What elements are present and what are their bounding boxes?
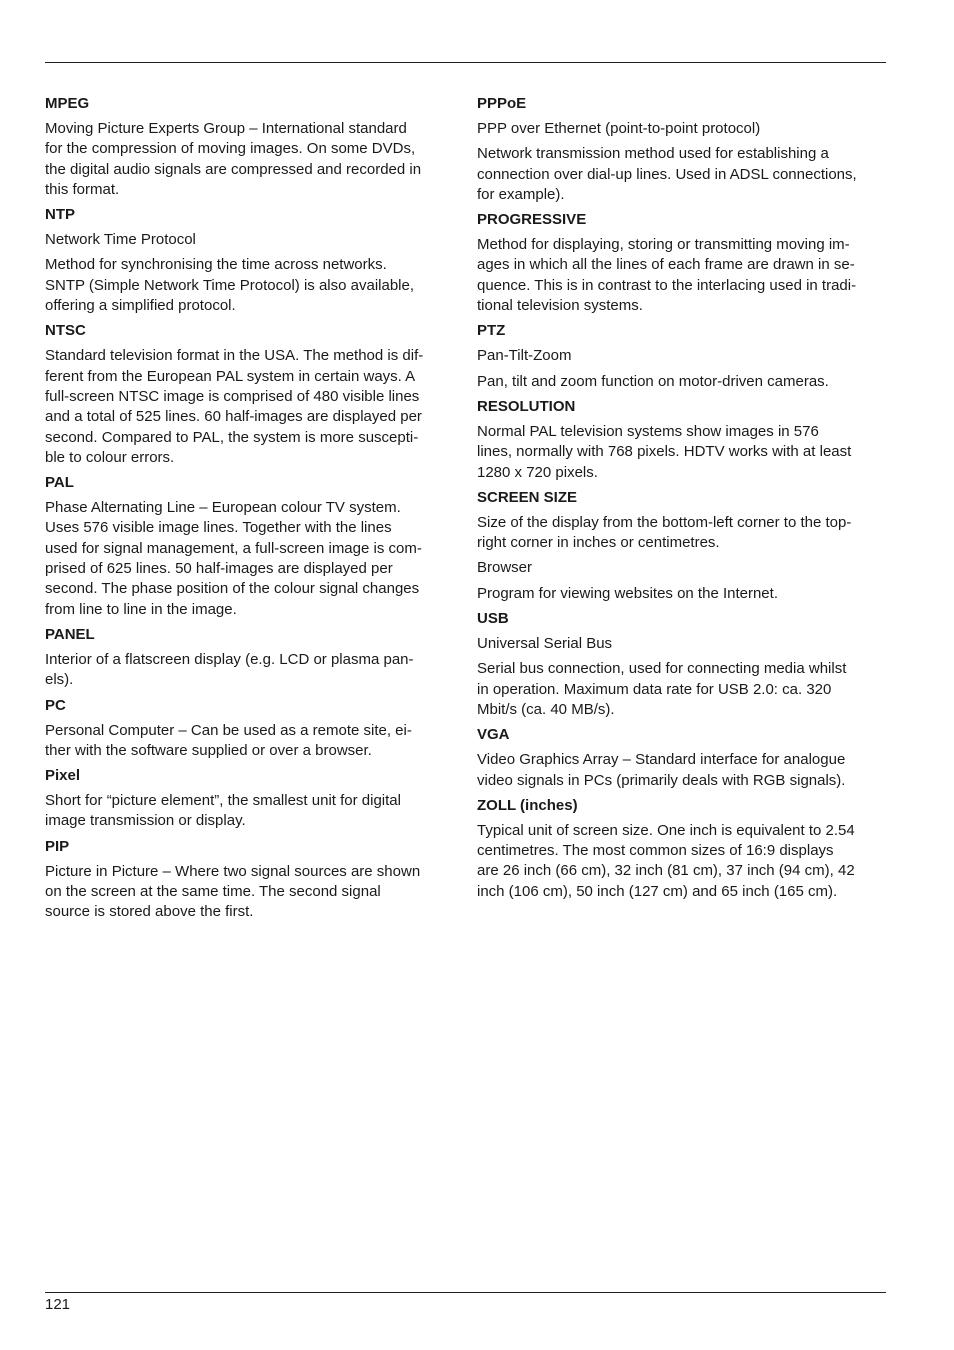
glossary-entry-resolution: [477, 397, 886, 483]
glossary-term: PANEL: [45, 625, 95, 643]
glossary-definition: Video Graphics Array – Standard interface for analogue video signals in PCs (primarily deals with RGB signals).: [477, 751, 846, 789]
glossary-term: MPEG: [45, 95, 90, 112]
glossary-definition: Method for displaying, storing or transmitting moving im- ages in which all the lines of each frame are drawn in se- quence. This is in contrast to the interlacing used in tradi- tional television systems.: [477, 236, 857, 315]
glossary-entry-progressive: [477, 210, 886, 316]
glossary-entry-pixel: [45, 766, 451, 832]
glossary-entry-usb: [477, 609, 886, 720]
glossary-entry-mpeg: [45, 94, 451, 200]
glossary-entry-panel: [45, 625, 451, 691]
glossary-definition: Phase Alternating Line – European colour TV system. Uses 576 visible image lines. Together with the lines used for signal management, a full-screen image is com- prised of 625 lines. 50 half-images are displayed per second. The phase position of the colour signal changes from line to line in the image.: [45, 499, 422, 618]
glossary-definition: Method for synchronising the time across networks. SNTP (Simple Network Time Protocol) is also available, offering a simplified protocol.: [45, 256, 415, 315]
glossary-definition: Typical unit of screen size. One inch is equivalent to 2.54 centimetres. The most common sizes of 16:9 displays are 26 inch (66 cm), 32 inch (81 cm), 37 inch (94 cm), 42 inch (106 cm), 50 inch (127 cm) and 65 inch (165 cm).: [477, 821, 855, 900]
glossary-term: USB: [477, 610, 509, 628]
glossary-term: PC: [45, 696, 66, 714]
glossary-definition: Personal Computer – Can be used as a remote site, ei- ther with the software supplied or over a browser.: [45, 721, 412, 759]
glossary-term: NTP: [45, 206, 75, 224]
glossary-definition: Size of the display from the bottom-left corner to the top- right corner in inches or centimetres.: [477, 513, 852, 552]
glossary-expansion: Universal Serial Bus: [477, 635, 613, 653]
glossary-term: PROGRESSIVE: [477, 211, 587, 229]
glossary-term: Pixel: [45, 767, 81, 785]
glossary-entry-ntp: [45, 205, 451, 316]
glossary-definition: Picture in Picture – Where two signal sources are shown on the screen at the same time. The second signal source is stored above the first.: [45, 862, 421, 921]
glossary-entry-ntsc: [45, 321, 451, 468]
glossary-term: VGA: [477, 726, 510, 744]
glossary-definition: Pan, tilt and zoom function on motor-driven cameras.: [477, 372, 829, 390]
glossary-term: NTSC: [45, 322, 86, 340]
glossary-entry-ptz: [477, 321, 886, 392]
glossary-definition: Standard television format in the USA. The method is dif- ferent from the European PAL system in certain ways. A full-screen NTSC image is comprised of 480 visible lines and a total of 525 lines. 60 half-images are displayed per second. Compared to PAL, the system is more suscepti- ble to colour errors.: [45, 347, 424, 466]
glossary-definition: Network transmission method used for establishing a connection over dial-up lines. Used in ADSL connections, for example).: [477, 145, 857, 203]
glossary-definition: Short for “picture element”, the smallest unit for digital image transmission or display.: [45, 792, 401, 830]
glossary-expansion: Network Time Protocol: [45, 231, 196, 249]
left-column: [45, 94, 451, 928]
header-rule: [45, 62, 886, 63]
glossary-definition: Moving Picture Experts Group – International standard for the compression of moving images. On some DVDs, the digital audio signals are compressed and recorded in this format.: [45, 120, 422, 198]
glossary-entry-pal: [45, 473, 451, 620]
page-number: 121: [45, 1296, 71, 1313]
right-column: [477, 94, 886, 907]
glossary-definition: Program for viewing websites on the Internet.: [477, 584, 778, 602]
glossary-definition: Normal PAL television systems show images in 576 lines, normally with 768 pixels. HDTV works with at least 1280 x 720 pixels.: [477, 422, 852, 481]
glossary-term: ZOLL (inches): [477, 796, 578, 814]
glossary-definition: Serial bus connection, used for connecting media whilst in operation. Maximum data rate for USB 2.0: ca. 320 Mbit/s (ca. 40 MB/s).: [477, 660, 847, 718]
glossary-term: PIP: [45, 837, 70, 855]
glossary-expansion: Pan-Tilt-Zoom: [477, 347, 572, 365]
glossary-term: SCREEN SIZE: [477, 488, 578, 506]
glossary-entry-vga: [477, 725, 886, 791]
glossary-entry-screen-size: [477, 488, 886, 604]
glossary-entry-pppoe: [477, 94, 886, 205]
glossary-term: PAL: [45, 474, 74, 492]
glossary-entry-zoll: [477, 796, 886, 902]
glossary-entry-pip: [45, 837, 451, 923]
footer-rule: [45, 1292, 886, 1293]
glossary-subterm: Browser: [477, 559, 533, 577]
glossary-term: RESOLUTION: [477, 397, 576, 415]
glossary-expansion: PPP over Ethernet (point-to-point protocol): [477, 120, 761, 137]
glossary-term: PTZ: [477, 322, 506, 340]
glossary-term: PPPoE: [477, 95, 527, 112]
glossary-entry-pc: [45, 696, 451, 762]
glossary-definition: Interior of a flatscreen display (e.g. LCD or plasma pan- els).: [45, 650, 414, 689]
